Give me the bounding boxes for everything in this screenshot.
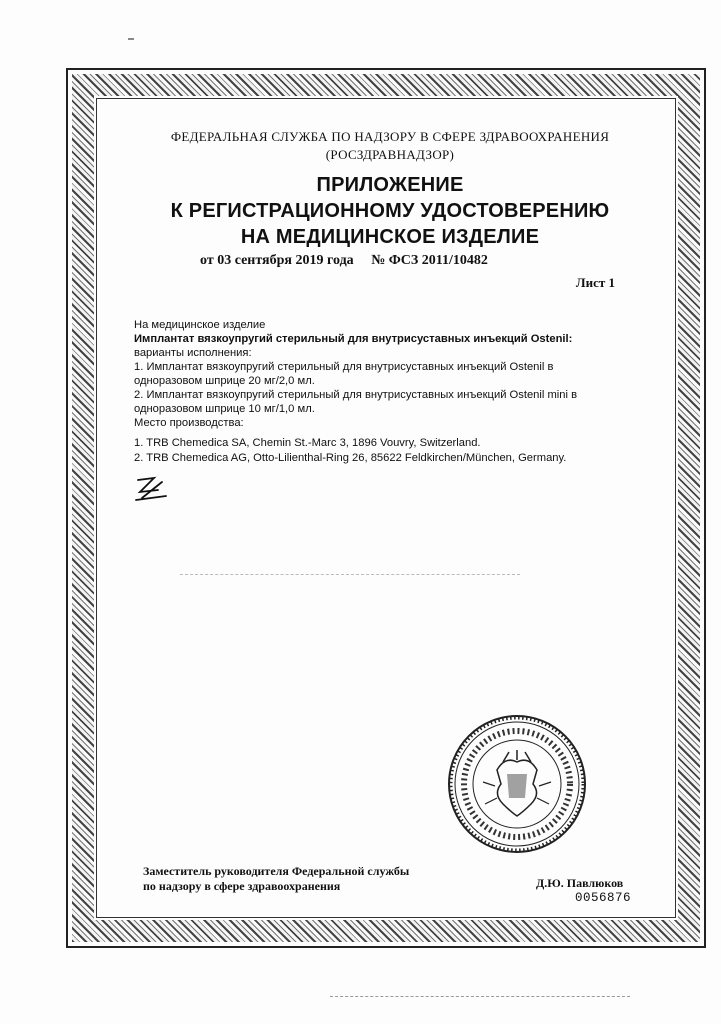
variants-label: варианты исполнения:: [134, 347, 252, 359]
official-seal-stamp: [445, 712, 590, 857]
faint-divider: [180, 574, 520, 575]
variant-1-line-2: одноразовом шприце 20 мг/2,0 мл.: [134, 375, 315, 387]
manufacturer-1: 1. TRB Chemedica SA, Chemin St.-Marc 3, 1896 Vouvry, Switzerland.: [134, 437, 481, 449]
title-line-1: ПРИЛОЖЕНИЕ: [316, 174, 464, 196]
variant-2-line-1: 2. Имплантат вязкоупругий стерильный для внутрисуставных инъекций Ostenil mini в: [134, 389, 578, 401]
agency-abbreviation: (РОСЗДРАВНАДЗОР): [325, 147, 455, 162]
variant-1-line-1: 1. Имплантат вязкоупругий стерильный для внутрисуставных инъекций Ostenil в: [134, 361, 554, 373]
manufacturer-list: [134, 436, 614, 466]
date-number-line: [200, 253, 620, 269]
registration-number: ФСЗ 2011/10482: [388, 253, 488, 268]
handwritten-initials: [132, 474, 172, 504]
number-sign: №: [371, 253, 386, 268]
signer-name: Д.Ю. Павлюков: [536, 876, 624, 890]
form-serial-number: 0056876: [575, 891, 632, 905]
scan-edge-line: [330, 996, 630, 997]
scan-mark: [128, 38, 134, 40]
variant-2-line-2: одноразовом шприце 10 мг/1,0 мл.: [134, 403, 315, 415]
signatory-title: [143, 864, 463, 894]
title-line-2: К РЕГИСТРАЦИОННОМУ УДОСТОВЕРЕНИЮ: [170, 200, 610, 222]
document-title: [110, 172, 670, 250]
product-name: Имплантат вязкоупругий стерильный для внутрисуставных инъекций Ostenil:: [134, 333, 573, 345]
intro-text: На медицинское изделие: [134, 319, 266, 331]
device-description: [134, 318, 614, 430]
signatory-line-2: по надзору в сфере здравоохранения: [143, 879, 341, 893]
date-prefix: от: [200, 253, 214, 268]
manufacturer-2: 2. TRB Chemedica AG, Otto-Lilienthal-Ring 26, 85622 Feldkirchen/München, Germany.: [134, 452, 567, 464]
place-of-manufacture-label: Место производства:: [134, 417, 244, 429]
agency-name: ФЕДЕРАЛЬНАЯ СЛУЖБА ПО НАДЗОРУ В СФЕРЕ ЗДРАВООХРАНЕНИЯ: [170, 129, 610, 144]
signatory-line-1: Заместитель руководителя Федеральной службы: [143, 864, 410, 878]
title-line-3: НА МЕДИЦИНСКОЕ ИЗДЕЛИЕ: [240, 226, 540, 248]
sheet-number: Лист 1: [575, 275, 615, 290]
agency-heading: [110, 128, 670, 164]
issue-date: 03 сентября 2019 года: [217, 253, 354, 268]
